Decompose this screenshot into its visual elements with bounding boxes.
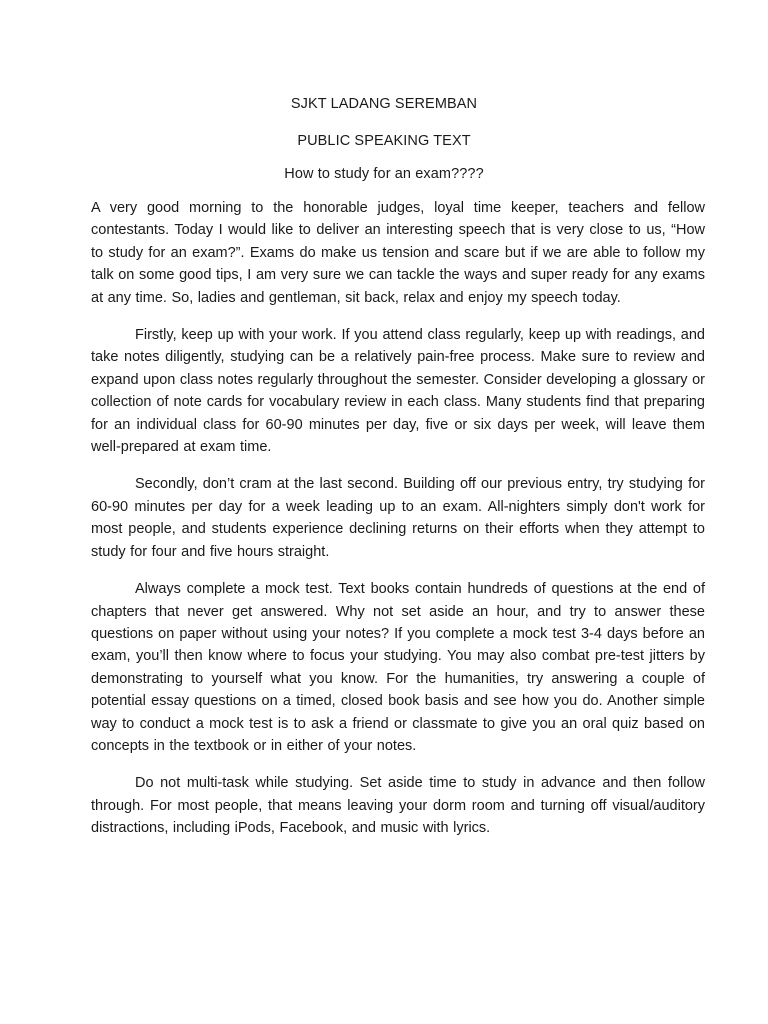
paragraph-dont-cram: Secondly, don’t cram at the last second. Building off our previous entry, try studying for 60-90 minutes per day for a week leading up to an exam. All-nighters simply don't work for most people, and students experience declining returns on their efforts when they attempt to study for four and five hours straight. — [91, 476, 705, 560]
paragraph-mock-test: Always complete a mock test. Text books contain hundreds of questions at the end of chapters that never get answered. Why not set aside an hour, and try to answer these questions on paper without using your notes? If you complete a mock test 3-4 days before an exam, you’ll then know where to focus your studying. You may also combat pre-test jitters by demonstrating to yourself what you know. For the humanities, try answering a couple of potential essay questions on a timed, closed book basis and see how you do. Another simple way to conduct a mock test is to ask a friend or classmate to give you an oral quiz based on concepts in the textbook or in either of your notes. — [91, 581, 705, 754]
paragraph-no-multitask: Do not multi-task while studying. Set aside time to study in advance and then follow through. For most people, that means leaving your dorm room and turning off visual/auditory distractions, including iPods, Facebook, and music with lyrics. — [91, 775, 705, 837]
speech-title: How to study for an exam???? — [284, 166, 484, 182]
speech-body — [91, 197, 705, 855]
school-name-heading: SJKT LADANG SEREMBAN — [290, 96, 478, 112]
paragraph-intro: A very good morning to the honorable judges, loyal time keeper, teachers and fellow contestants. Today I would like to deliver an interesting speech that is very close to us, “How to study for an exam?”. Exams do make us tension and scare but if we are able to follow my talk on some good tips, I am very sure we can tackle the ways and super ready for any exams at any time. So, ladies and gentleman, sit back, relax and enjoy my speech today. — [91, 200, 705, 306]
paragraph-keep-up: Firstly, keep up with your work. If you attend class regularly, keep up with readings, and take notes diligently, studying can be a relatively pain-free process. Make sure to review and expand upon class notes regularly throughout the semester. Consider developing a glossary or collection of note cards for vocabulary review in each class. Many students find that preparing for an individual class for 60-90 minutes per day, five or six days per week, will leave them well-prepared at exam time. — [91, 327, 705, 456]
document-type-heading: PUBLIC SPEAKING TEXT — [297, 133, 471, 149]
